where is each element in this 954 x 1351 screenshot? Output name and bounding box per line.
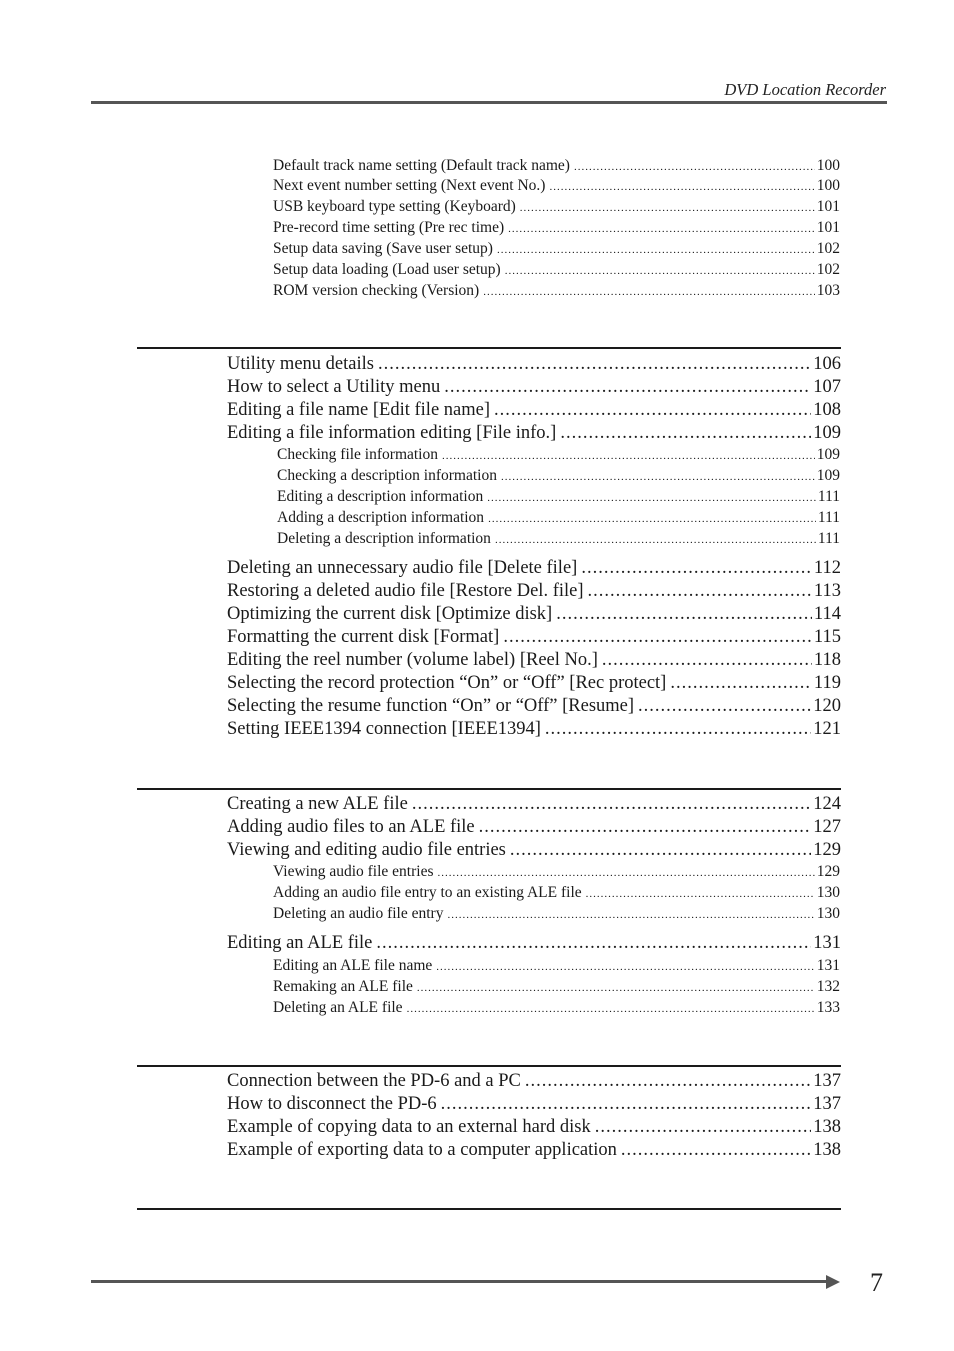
toc-entry-page: 100 [816,157,840,174]
toc-entry[interactable] [227,581,841,604]
section-rule [137,788,841,790]
toc-entry-title: How to disconnect the PD-6 [227,1094,437,1114]
toc-entry-page: 130 [816,905,840,922]
dot-leader [501,471,815,483]
toc-entry-page: 109 [813,423,841,443]
dot-leader [670,673,812,694]
toc-entry-page: 129 [813,840,841,860]
toc-entry-page: 124 [813,794,841,814]
header-rule [91,101,887,104]
toc-entry-title: Checking file information [277,446,438,463]
toc-entry-page: 103 [816,282,840,299]
dot-leader [586,888,815,900]
toc-entry-title: Remaking an ALE file [273,978,413,995]
toc-entry-page: 108 [813,400,841,420]
dot-leader [595,1117,812,1138]
dot-leader [545,719,811,740]
dot-leader [497,244,815,256]
dot-leader [479,817,812,838]
toc-entry-title: Next event number setting (Next event No.) [273,177,546,194]
toc-entry-page: 101 [816,198,840,215]
toc-entry-page: 111 [817,530,840,547]
toc-entry[interactable] [227,423,841,446]
dot-leader [510,840,811,861]
toc-entry-title: Connection between the PD-6 and a PC [227,1071,521,1091]
toc-entry-title: Example of copying data to an external hard disk [227,1117,591,1137]
toc-entry-title: Adding audio files to an ALE file [227,817,475,837]
dot-leader [437,867,814,879]
toc-entry[interactable] [227,817,841,840]
toc-entry-title: Editing an ALE file name [273,957,433,974]
toc-entry[interactable] [273,999,840,1020]
dot-leader [621,1140,811,1161]
toc-entry-page: 109 [816,467,840,484]
toc-entry-title: Editing the reel number (volume label) [Reel No.] [227,650,598,670]
toc-entry-page: 131 [816,957,840,974]
toc-entry-title: Adding a description information [277,509,485,526]
toc-entry[interactable] [273,240,840,261]
toc-entry-page: 102 [816,261,840,278]
dot-leader [376,933,811,954]
toc-entry-title: Deleting a description information [277,530,491,547]
dot-leader [412,794,811,815]
toc-entry-title: Viewing and editing audio file entries [227,840,506,860]
toc-entry-title: Selecting the record protection “On” or “Off” [Rec protect] [227,673,667,693]
dot-leader [483,286,815,298]
page-number: 7 [870,1268,883,1297]
toc-entry-page: 118 [813,650,841,670]
section-rule [137,1065,841,1067]
toc-entry-page: 115 [813,627,841,647]
dot-leader [503,627,812,648]
toc-entry[interactable] [227,840,841,863]
toc-entry[interactable] [277,446,840,467]
toc-entry[interactable] [227,673,841,696]
toc-entry-title: Setup data saving (Save user setup) [273,240,493,257]
toc-entry-title: Utility menu details [227,354,374,374]
toc-entry-title: ROM version checking (Version) [273,282,480,299]
toc-entry-title: Optimizing the current disk [Optimize disk] [227,604,553,624]
toc-entry[interactable] [227,1140,841,1163]
toc-entry-title: Example of exporting data to a computer application [227,1140,617,1160]
dot-leader [417,982,815,994]
toc-entry-title: Editing an ALE file [227,933,373,953]
toc-entry[interactable] [273,905,840,926]
arrow-right-icon [826,1275,840,1289]
toc-entry-title: USB keyboard type setting (Keyboard) [273,198,516,215]
dot-leader [581,558,812,579]
toc-entry[interactable] [227,354,841,377]
toc-entry[interactable] [273,282,840,303]
toc-entry[interactable] [273,978,840,999]
dot-leader [494,400,811,421]
toc-entry-title: Editing a file name [Edit file name] [227,400,491,420]
toc-entry[interactable] [273,863,840,884]
toc-entry[interactable] [273,957,840,978]
toc-entry-page: 109 [816,446,840,463]
toc-entry-title: Adding an audio file entry to an existing ALE file [273,884,582,901]
dot-leader [378,354,811,375]
dot-leader [602,650,812,671]
dot-leader [525,1071,811,1092]
toc-entry-page: 106 [813,354,841,374]
toc-entry[interactable] [273,219,840,240]
toc-entry-title: Formatting the current disk [Format] [227,627,500,647]
toc-entry-title: Deleting an audio file entry [273,905,444,922]
toc-entry-title: How to select a Utility menu [227,377,441,397]
dot-leader [441,1094,812,1115]
toc-entry-page: 137 [813,1071,841,1091]
toc-entry-title: Viewing audio file entries [273,863,434,880]
toc-entry-page: 120 [813,696,841,716]
toc-entry-page: 127 [813,817,841,837]
dot-leader [444,377,811,398]
toc-entry[interactable] [277,467,840,488]
dot-leader [436,961,814,973]
toc-entry-page: 119 [813,673,841,693]
toc-entry-page: 130 [816,884,840,901]
dot-leader [556,604,812,625]
toc-entry[interactable] [227,604,841,627]
toc-entry-title: Deleting an ALE file [273,999,403,1016]
toc-entry[interactable] [227,696,841,719]
dot-leader [505,265,815,277]
toc-entry[interactable] [227,794,841,817]
toc-entry[interactable] [277,488,840,509]
dot-leader [549,181,814,193]
toc-entry[interactable] [227,1071,841,1094]
toc-entry[interactable] [273,884,840,905]
toc-entry-page: 114 [813,604,841,624]
toc-entry-page: 100 [816,177,840,194]
toc-entry-page: 111 [817,509,840,526]
header-title: DVD Location Recorder [724,80,886,99]
toc-entry-page: 137 [813,1094,841,1114]
toc-entry-page: 113 [813,581,841,601]
toc-entry[interactable] [273,198,840,219]
toc-entry[interactable] [227,933,841,956]
dot-leader [638,696,811,717]
toc-entry-page: 107 [813,377,841,397]
toc-entry-page: 102 [816,240,840,257]
toc-entry-title: Restoring a deleted audio file [Restore Del. file] [227,581,584,601]
toc-entry-title: Editing a description information [277,488,484,505]
toc-entry-title: Deleting an unnecessary audio file [Delete file] [227,558,578,578]
toc-entry-page: 138 [813,1117,841,1137]
toc-entry-page: 131 [813,933,841,953]
footer-rule [91,1280,829,1283]
toc-entry-title: Checking a description information [277,467,497,484]
toc-entry-page: 138 [813,1140,841,1160]
dot-leader [447,909,814,921]
dot-leader [574,161,815,173]
toc-entry[interactable] [277,530,840,551]
dot-leader [487,492,816,504]
toc-entry-page: 111 [817,488,840,505]
dot-leader [495,534,816,546]
toc-entry[interactable] [277,509,840,530]
toc-entry-page: 129 [816,863,840,880]
toc-entry[interactable] [273,177,840,198]
dot-leader [508,223,815,235]
toc-entry[interactable] [227,377,841,400]
toc-entry[interactable] [273,157,840,178]
dot-leader [520,202,815,214]
dot-leader [488,513,816,525]
toc-entry[interactable] [273,261,840,282]
toc-entry-page: 101 [816,219,840,236]
toc-entry-page: 121 [813,719,841,739]
toc-entry-title: Creating a new ALE file [227,794,408,814]
toc-entry-title: Selecting the resume function “On” or “Off” [Resume] [227,696,635,716]
dot-leader [442,450,815,462]
dot-leader [407,1003,815,1015]
toc-entry-page: 132 [816,978,840,995]
toc-entry[interactable] [227,400,841,423]
toc-entry[interactable] [227,627,841,650]
toc-entry[interactable] [227,719,841,742]
toc-entry-page: 133 [816,999,840,1016]
toc-entry[interactable] [227,650,841,673]
toc-entry-title: Setup data loading (Load user setup) [273,261,501,278]
toc-entry[interactable] [227,558,841,581]
toc-entry-title: Setting IEEE1394 connection [IEEE1394] [227,719,541,739]
dot-leader [560,423,811,444]
toc-entry-title: Pre-record time setting (Pre rec time) [273,219,505,236]
toc-entry[interactable] [227,1117,841,1140]
toc-entry-title: Default track name setting (Default track name) [273,157,570,174]
section-rule [137,347,841,349]
toc-entry-title: Editing a file information editing [File info.] [227,423,557,443]
toc-entry[interactable] [227,1094,841,1117]
toc-entry-page: 112 [813,558,841,578]
dot-leader [588,581,812,602]
section-rule [137,1208,841,1210]
